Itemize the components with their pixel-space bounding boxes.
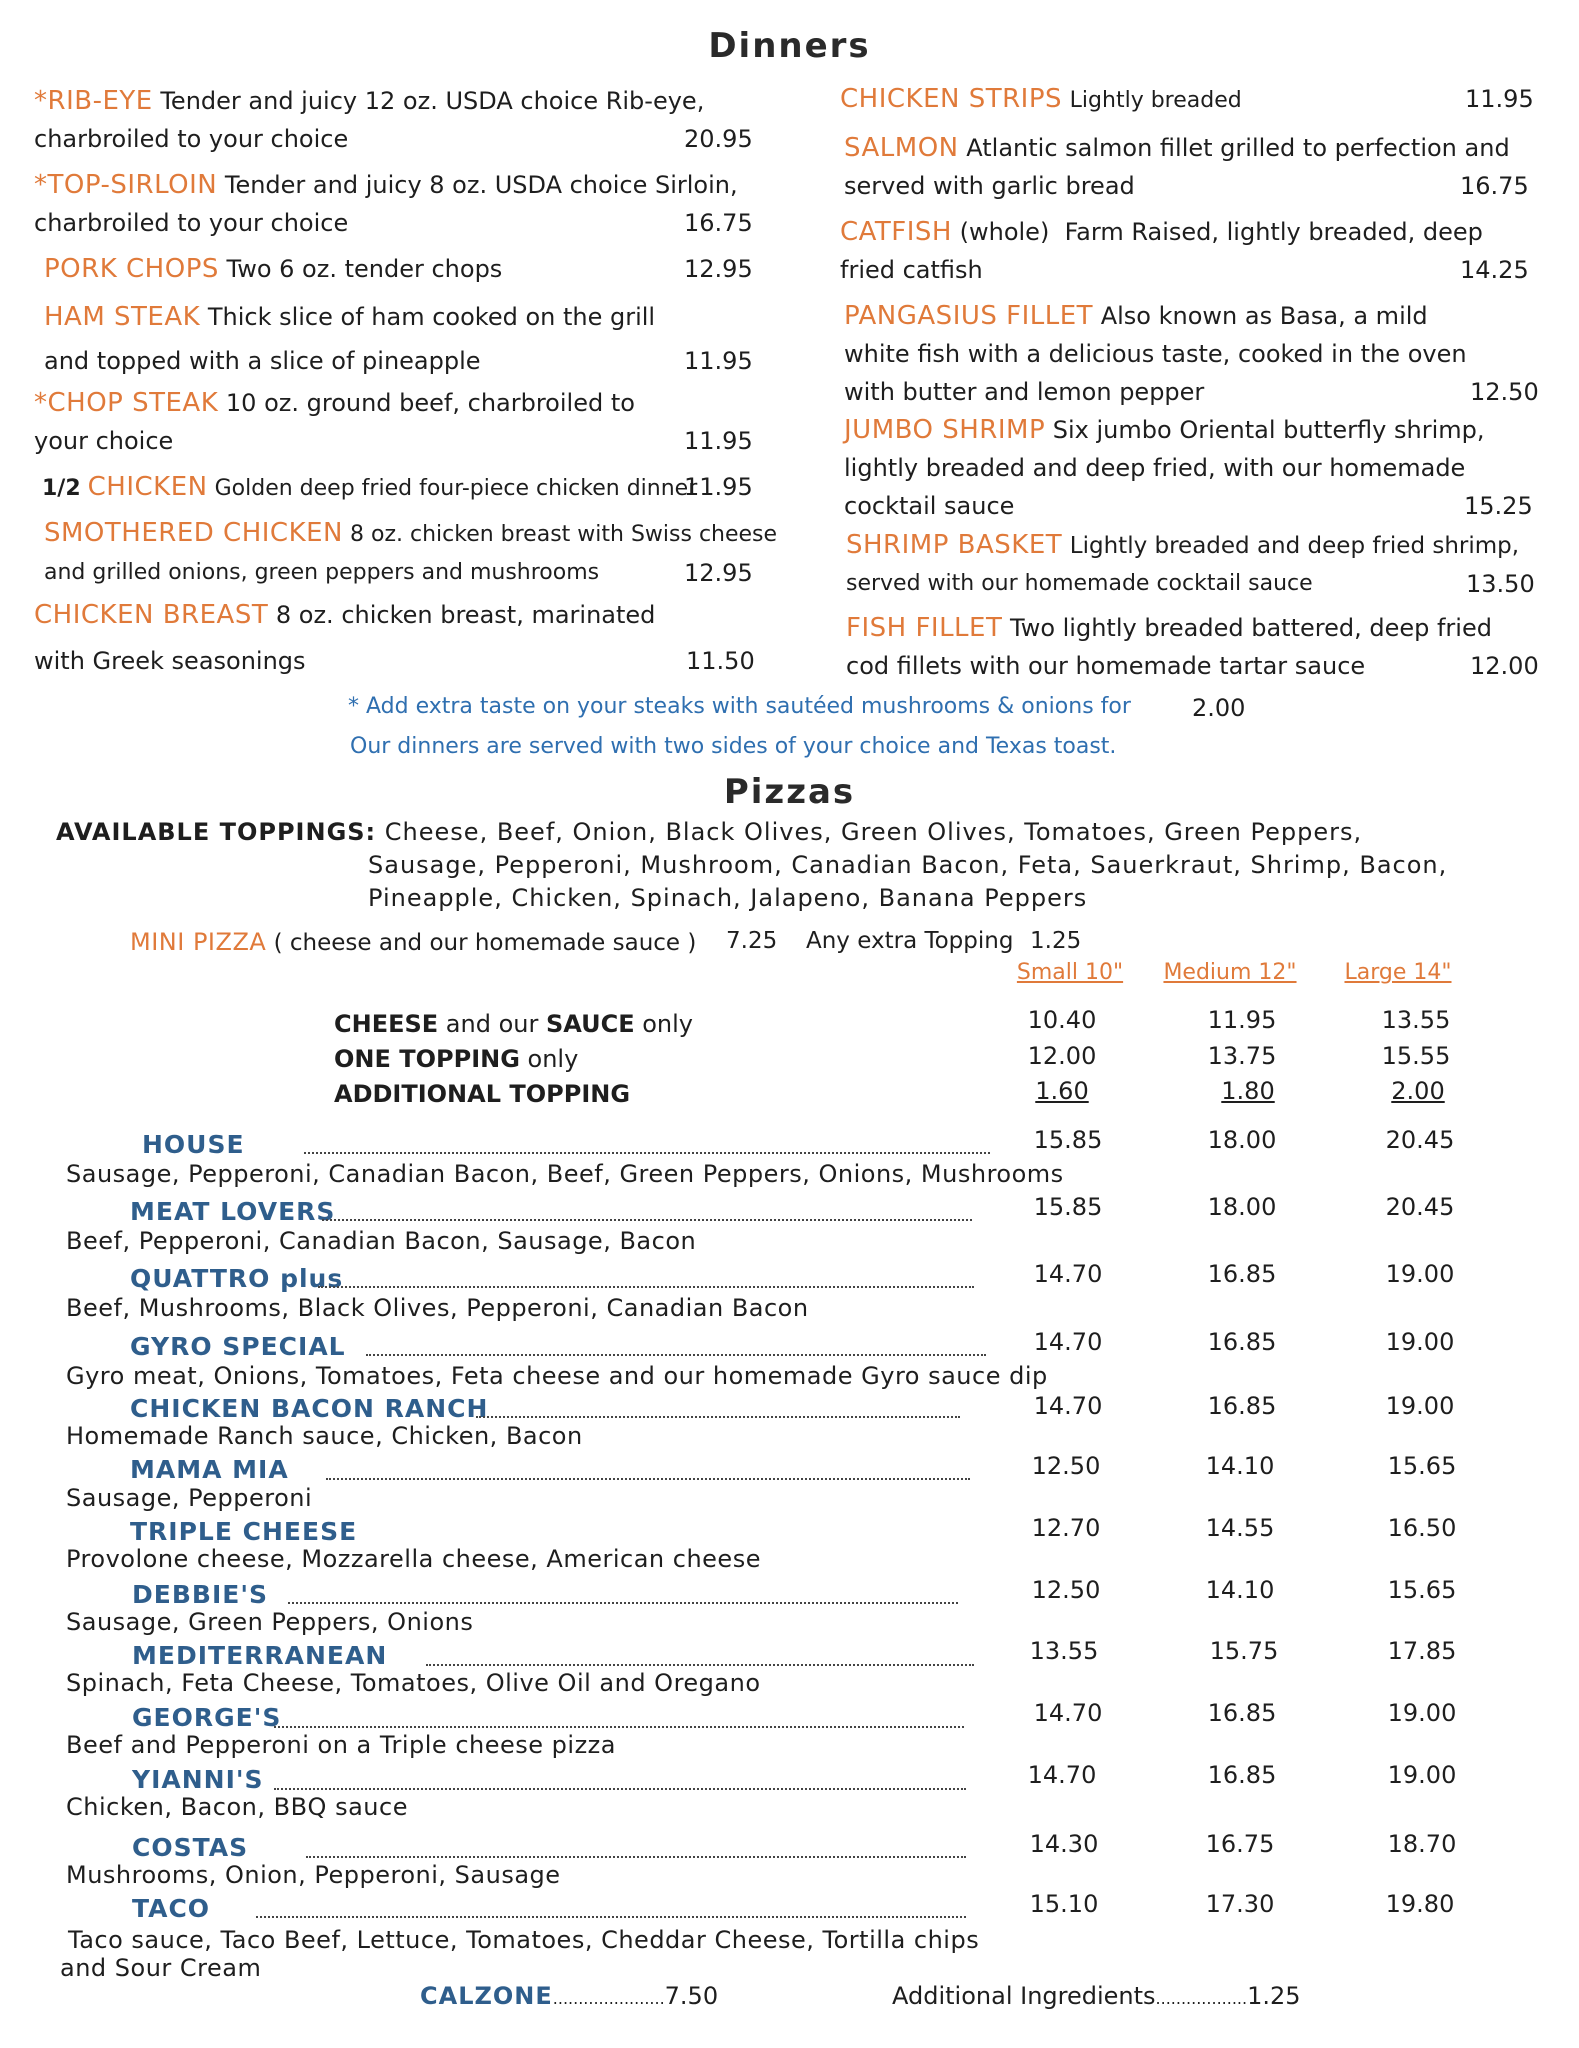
mini-pizza-name: MINI PIZZA — [130, 928, 267, 956]
price-large: 18.70 — [1387, 1830, 1457, 1858]
price-small — [992, 1077, 1132, 1105]
price-medium: 16.75 — [1205, 1830, 1275, 1858]
price-medium: 14.10 — [1205, 1576, 1275, 1604]
price-medium: 14.55 — [1205, 1514, 1275, 1542]
price-medium: 17.30 — [1205, 1890, 1275, 1918]
price-large: 20.45 — [1385, 1193, 1455, 1221]
item-price: 11.50 — [686, 647, 755, 675]
item-name: SALMON — [844, 133, 959, 163]
additional-dots: .................. — [1155, 1989, 1248, 2008]
price-medium: 16.85 — [1207, 1260, 1277, 1288]
item-price: 13.50 — [1466, 570, 1535, 598]
price-large: 19.80 — [1385, 1890, 1455, 1918]
dinner-item-pork-chops — [44, 250, 753, 288]
item-desc: Six jumbo Oriental butterfly shrimp, — [1052, 416, 1485, 444]
mini-pizza-desc: ( cheese and our homemade sauce ) — [273, 930, 697, 956]
item-name: *RIB-EYE — [34, 86, 153, 116]
price-large: 15.55 — [1381, 1042, 1451, 1070]
leader-dots — [288, 1602, 958, 1604]
price-small: 12.70 — [1031, 1514, 1101, 1542]
item-desc: served with garlic bread — [844, 172, 1135, 200]
pizza-name: YIANNI'S — [132, 1765, 264, 1794]
price-small: 14.70 — [1033, 1260, 1103, 1288]
price-large: 19.00 — [1387, 1699, 1457, 1727]
price-large: 19.00 — [1387, 1761, 1457, 1789]
base-label: ADDITIONAL TOPPING — [334, 1080, 631, 1108]
item-name: SHRIMP BASKET — [846, 530, 1063, 560]
price-medium: 13.75 — [1207, 1042, 1277, 1070]
item-desc: cod fillets with our homemade tartar sauce — [846, 652, 1366, 680]
sides-note: Our dinners are served with two sides of your choice and Texas toast. — [350, 734, 1117, 759]
base-label: and our — [438, 1010, 546, 1038]
base-additional-topping — [334, 1080, 630, 1108]
note-text: * Add extra taste on your steaks with sautéed mushrooms & onions for — [348, 694, 1131, 719]
dinner-item-jumbo-shrimp — [844, 411, 1533, 525]
item-name: *TOP-SIRLOIN — [34, 170, 218, 200]
pizza-desc: and Sour Cream — [60, 1954, 262, 1982]
pizzas-title: Pizzas — [723, 772, 856, 812]
price-small: 12.00 — [1027, 1042, 1097, 1070]
dinner-item-pangasius-fillet — [844, 297, 1539, 411]
price-medium: 16.85 — [1207, 1328, 1277, 1356]
mini-pizza-price: 7.25 — [726, 928, 778, 954]
price-medium: 18.00 — [1207, 1193, 1277, 1221]
calzone-price: 7.50 — [664, 1982, 719, 2010]
item-name: SMOTHERED CHICKEN — [44, 518, 343, 548]
item-price: 11.95 — [684, 347, 753, 375]
pizza-name: DEBBIE'S — [132, 1580, 268, 1609]
pizza-desc: Beef, Pepperoni, Canadian Bacon, Sausage, Bacon — [66, 1227, 697, 1255]
item-price: 20.95 — [684, 125, 753, 153]
item-prefix: 1/2 — [42, 476, 81, 501]
pizza-name: GEORGE'S — [132, 1703, 282, 1732]
item-desc: Tender and juicy 8 oz. USDA choice Sirloin, — [224, 171, 738, 199]
leader-dots — [274, 1726, 964, 1728]
item-desc: lightly breaded and deep fried, with our homemade — [844, 454, 1466, 482]
pizza-desc: Provolone cheese, Mozzarella cheese, American cheese — [66, 1545, 761, 1573]
additional-ingredients-line — [892, 1982, 1301, 2010]
price-value: 1.80 — [1221, 1077, 1275, 1105]
item-name: JUMBO SHRIMP — [844, 415, 1046, 445]
pizza-name: MEDITERRANEAN — [132, 1641, 388, 1670]
dinner-item-salmon — [844, 129, 1529, 205]
leader-dots — [366, 1354, 986, 1356]
dinner-item-ham-steak — [44, 298, 753, 380]
toppings-label: AVAILABLE TOPPINGS: — [56, 818, 377, 846]
price-small: 14.30 — [1029, 1830, 1099, 1858]
item-desc: Farm Raised, lightly breaded, deep — [1064, 218, 1483, 246]
item-name: CHICKEN BREAST — [34, 600, 269, 630]
base-cheese — [334, 1010, 693, 1038]
item-name: FISH FILLET — [846, 613, 1003, 643]
pizza-desc: Beef and Pepperoni on a Triple cheese pizza — [66, 1731, 616, 1759]
size-header-small: Small 10" — [1016, 960, 1124, 985]
pizza-desc: Taco sauce, Taco Beef, Lettuce, Tomatoes, Cheddar Cheese, Tortilla chips — [68, 1926, 980, 1954]
pizza-name: COSTAS — [132, 1833, 249, 1862]
price-small: 14.70 — [1033, 1392, 1103, 1420]
pizza-desc: Sausage, Pepperoni, Canadian Bacon, Beef, Green Peppers, Onions, Mushrooms — [66, 1160, 1064, 1188]
leader-dots — [274, 1788, 966, 1790]
price-large — [1348, 1077, 1488, 1105]
item-suffix: (whole) — [959, 218, 1050, 246]
price-small: 14.70 — [1027, 1761, 1097, 1789]
calzone-dots: ...................... — [552, 1989, 665, 2008]
price-small: 10.40 — [1027, 1006, 1097, 1034]
price-small: 12.50 — [1031, 1452, 1101, 1480]
extra-topping-label: Any extra Topping — [806, 928, 1014, 954]
item-price: 16.75 — [684, 209, 753, 237]
item-price: 12.95 — [684, 255, 753, 283]
item-price: 12.00 — [1470, 652, 1539, 680]
leader-dots — [318, 1286, 974, 1288]
item-desc: Two 6 oz. tender chops — [226, 255, 503, 283]
price-large: 20.45 — [1385, 1126, 1455, 1154]
mini-pizza — [130, 928, 1082, 956]
additional-price: 1.25 — [1247, 1982, 1301, 2010]
item-name: CHICKEN STRIPS — [840, 84, 1063, 114]
item-desc: 10 oz. ground beef, charbroiled to — [225, 389, 635, 417]
leader-dots — [304, 1152, 990, 1154]
base-label: CHEESE — [334, 1010, 439, 1038]
price-small: 15.10 — [1029, 1890, 1099, 1918]
dinner-item-smothered-chicken — [44, 514, 777, 592]
item-name: CATFISH — [840, 217, 952, 247]
item-price: 11.95 — [684, 473, 753, 501]
item-desc: 8 oz. chicken breast with Swiss cheese — [350, 522, 778, 547]
item-desc: charbroiled to your choice — [34, 125, 349, 153]
calzone-line — [420, 1982, 718, 2010]
dinner-item-catfish — [840, 213, 1529, 289]
base-label: SAUCE — [545, 1010, 635, 1038]
leader-dots — [326, 1478, 970, 1480]
leader-dots — [426, 1664, 974, 1666]
item-desc: your choice — [34, 427, 174, 455]
item-desc: 8 oz. chicken breast, marinated — [275, 601, 656, 629]
item-desc: charbroiled to your choice — [34, 209, 349, 237]
item-desc: Golden deep fried four-piece chicken dinner — [214, 476, 698, 501]
item-price: 12.50 — [1470, 378, 1539, 406]
item-desc: Lightly breaded — [1069, 88, 1242, 113]
item-desc: Atlantic salmon fillet grilled to perfection and — [966, 134, 1510, 162]
pizza-desc: Chicken, Bacon, BBQ sauce — [66, 1793, 408, 1821]
price-large: 16.50 — [1387, 1514, 1457, 1542]
item-name: PANGASIUS FILLET — [844, 301, 1094, 331]
price-large: 19.00 — [1385, 1392, 1455, 1420]
price-small: 13.55 — [1029, 1637, 1099, 1665]
base-one-topping — [334, 1045, 578, 1073]
price-large: 19.00 — [1385, 1260, 1455, 1288]
leader-dots — [306, 1856, 966, 1858]
pizza-name: TRIPLE CHEESE — [130, 1517, 358, 1546]
pizza-desc: Spinach, Feta Cheese, Tomatoes, Olive Oil and Oregano — [66, 1669, 761, 1697]
price-large: 15.65 — [1387, 1452, 1457, 1480]
item-desc: Thick slice of ham cooked on the grill — [207, 303, 656, 331]
leader-dots — [476, 1416, 960, 1418]
item-price: 15.25 — [1464, 492, 1533, 520]
price-large: 15.65 — [1387, 1576, 1457, 1604]
toppings-line: Sausage, Pepperoni, Mushroom, Canadian Bacon, Feta, Sauerkraut, Shrimp, Bacon, — [368, 851, 1448, 879]
item-desc: white fish with a delicious taste, cooked in the oven — [844, 340, 1467, 368]
base-label: only — [634, 1010, 694, 1038]
dinner-item-top-sirloin — [34, 166, 753, 242]
price-small: 15.85 — [1033, 1126, 1103, 1154]
pizza-desc: Sausage, Pepperoni — [66, 1484, 313, 1512]
item-price: 12.95 — [684, 559, 753, 587]
pizza-desc: Beef, Mushrooms, Black Olives, Pepperoni, Canadian Bacon — [66, 1294, 809, 1322]
pizza-name: TACO — [132, 1894, 211, 1923]
size-header-large: Large 14" — [1344, 960, 1452, 985]
item-price: 16.75 — [1460, 172, 1529, 200]
dinner-item-chop-steak — [34, 384, 753, 460]
price-small: 12.50 — [1031, 1576, 1101, 1604]
price-value: 2.00 — [1391, 1077, 1445, 1105]
price-large: 13.55 — [1381, 1006, 1451, 1034]
extra-topping-price: 1.25 — [1030, 928, 1082, 954]
additional-label: Additional Ingredients — [892, 1982, 1156, 2010]
item-desc: with Greek seasonings — [34, 647, 306, 675]
item-price: 14.25 — [1460, 256, 1529, 284]
pizza-name: QUATTRO plus — [130, 1264, 344, 1293]
dinner-item-fish-fillet — [846, 609, 1539, 685]
price-medium: 16.85 — [1207, 1392, 1277, 1420]
item-desc: fried catfish — [840, 256, 983, 284]
dinner-item-rib-eye — [34, 82, 753, 158]
note-price: 2.00 — [1192, 694, 1246, 722]
calzone-name: CALZONE — [420, 1982, 553, 2010]
price-medium: 15.75 — [1209, 1637, 1279, 1665]
price-large: 19.00 — [1385, 1328, 1455, 1356]
item-price: 11.95 — [1465, 85, 1534, 113]
item-desc: and topped with a slice of pineapple — [44, 347, 481, 375]
dinner-item-chicken-strips — [840, 80, 1534, 120]
pizza-name: CHICKEN BACON RANCH — [130, 1394, 489, 1423]
toppings-list — [56, 816, 1447, 915]
pizza-desc: Homemade Ranch sauce, Chicken, Bacon — [66, 1422, 583, 1450]
dinner-item-chicken-breast — [34, 596, 755, 680]
pizza-name: HOUSE — [142, 1130, 245, 1159]
item-price: 11.95 — [684, 427, 753, 455]
price-medium: 18.00 — [1207, 1126, 1277, 1154]
item-desc: served with our homemade cocktail sauce — [846, 571, 1313, 596]
item-desc: and grilled onions, green peppers and mushrooms — [44, 560, 600, 585]
item-name: *CHOP STEAK — [34, 388, 219, 418]
pizza-name: MAMA MIA — [130, 1455, 289, 1484]
dinner-item-shrimp-basket — [846, 526, 1535, 603]
price-large: 17.85 — [1387, 1637, 1457, 1665]
item-desc: cocktail sauce — [844, 492, 1015, 520]
item-desc: with butter and lemon pepper — [844, 378, 1205, 406]
leader-dots — [256, 1916, 966, 1918]
pizza-desc: Gyro meat, Onions, Tomatoes, Feta cheese and our homemade Gyro sauce dip — [66, 1362, 1048, 1390]
item-name: CHICKEN — [87, 472, 208, 502]
price-value: 1.60 — [1035, 1077, 1089, 1105]
dinners-title: Dinners — [708, 26, 871, 66]
price-medium: 16.85 — [1207, 1761, 1277, 1789]
leader-dots — [322, 1219, 972, 1221]
toppings-line: Pineapple, Chicken, Spinach, Jalapeno, Banana Peppers — [368, 884, 1088, 912]
base-label: only — [519, 1045, 579, 1073]
price-medium: 11.95 — [1207, 1006, 1277, 1034]
price-medium: 14.10 — [1205, 1452, 1275, 1480]
item-desc: Also known as Basa, a mild — [1100, 302, 1428, 330]
size-header-medium: Medium 12" — [1163, 960, 1297, 985]
item-name: PORK CHOPS — [44, 254, 219, 284]
price-medium — [1178, 1077, 1318, 1105]
steak-addon-note — [348, 694, 1246, 722]
price-small: 14.70 — [1033, 1328, 1103, 1356]
item-desc: Lightly breaded and deep fried shrimp, — [1069, 533, 1520, 559]
price-small: 15.85 — [1033, 1193, 1103, 1221]
item-desc: Tender and juicy 12 oz. USDA choice Rib-eye, — [160, 87, 705, 115]
price-medium: 16.85 — [1207, 1699, 1277, 1727]
pizza-desc: Sausage, Green Peppers, Onions — [66, 1608, 474, 1636]
toppings-line: Cheese, Beef, Onion, Black Olives, Green Olives, Tomatoes, Green Peppers, — [384, 818, 1363, 846]
dinner-item-half-chicken — [42, 468, 753, 508]
base-label: ONE TOPPING — [334, 1045, 520, 1073]
item-name: HAM STEAK — [44, 302, 201, 332]
pizza-name: MEAT LOVERS — [130, 1197, 336, 1226]
price-small: 14.70 — [1033, 1699, 1103, 1727]
pizza-desc: Mushrooms, Onion, Pepperoni, Sausage — [66, 1861, 561, 1889]
item-desc: Two lightly breaded battered, deep fried — [1010, 614, 1492, 642]
pizza-name: GYRO SPECIAL — [130, 1332, 346, 1361]
